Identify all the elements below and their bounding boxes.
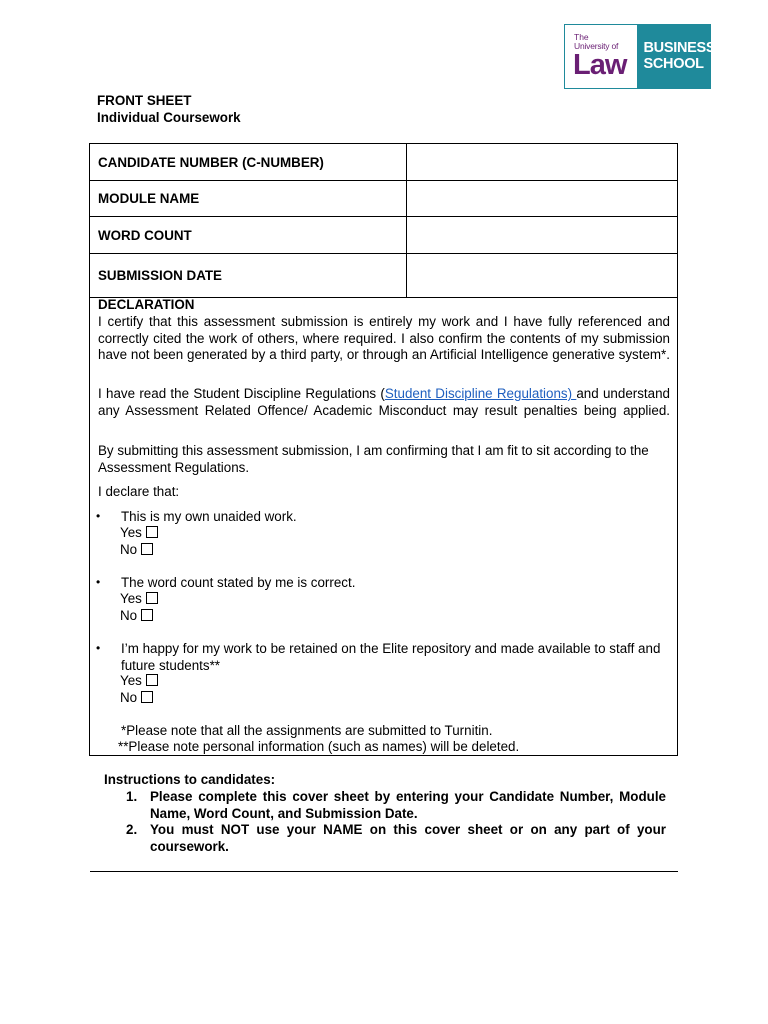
divider — [90, 871, 678, 872]
yes-label: Yes — [120, 673, 142, 688]
logo-law-panel — [564, 24, 638, 89]
logo-university-text: University of — [574, 41, 619, 51]
no-label: No — [120, 608, 138, 623]
field-label: SUBMISSION DATE — [90, 254, 407, 298]
student-discipline-regulations-link[interactable]: Student Discipline Regulations) — [384, 386, 577, 401]
yes-label: Yes — [120, 591, 142, 606]
table-row — [90, 254, 678, 298]
page-title: FRONT SHEET — [97, 93, 192, 108]
instructions-title: Instructions to candidates: — [104, 772, 276, 787]
declaration-section — [89, 297, 678, 756]
instruction-number: 2. — [126, 822, 138, 837]
candidate-info-table — [89, 143, 678, 298]
candidate-number-field[interactable] — [407, 144, 678, 181]
paragraph-text: I have read the Student Discipline Regulations ( — [98, 386, 385, 401]
page-subtitle: Individual Coursework — [97, 110, 241, 125]
no-checkbox[interactable] — [141, 691, 153, 703]
table-row — [90, 144, 678, 181]
bullet-icon: • — [96, 509, 101, 523]
bullet-icon: • — [96, 575, 101, 589]
turnitin-note: *Please note that all the assignments are submitted to Turnitin. — [121, 723, 493, 738]
no-option — [120, 608, 153, 625]
no-option — [120, 690, 153, 707]
no-label: No — [120, 690, 138, 705]
bullet-icon: • — [96, 641, 101, 655]
declaration-paragraph-3: By submitting this assessment submission, I am confirming that I am fit to sit according to the Assessment Regulations. — [98, 443, 649, 475]
logo-law-text: Law — [573, 49, 627, 81]
declaration-item-2: The word count stated by me is correct. — [121, 575, 356, 590]
yes-option — [120, 591, 158, 608]
no-checkbox[interactable] — [141, 543, 153, 555]
paragraph-text: and understand any Assessment Related Offence/ Academic Misconduct may result penalties being applied. — [98, 386, 670, 418]
declaration-item-3: I’m happy for my work to be retained on the Elite repository and made available to staff and future students** — [121, 641, 661, 673]
table-row — [90, 217, 678, 254]
word-count-field[interactable] — [407, 217, 678, 254]
instruction-item-2: You must NOT use your NAME on this cover sheet or on any part of your coursework. — [150, 822, 666, 854]
yes-label: Yes — [120, 525, 142, 540]
instruction-item-1: Please complete this cover sheet by entering your Candidate Number, Module Name, Word Count, and Submission Date. — [150, 789, 666, 821]
personal-info-note: **Please note personal information (such as names) will be deleted. — [118, 739, 520, 754]
logo-school-text: SCHOOL — [643, 56, 704, 72]
field-label: MODULE NAME — [90, 181, 407, 217]
declaration-paragraph-2 — [98, 386, 670, 419]
no-label: No — [120, 542, 138, 557]
field-label: CANDIDATE NUMBER (C-NUMBER) — [90, 144, 407, 181]
submission-date-field[interactable] — [407, 254, 678, 298]
declaration-title: DECLARATION — [98, 297, 195, 312]
logo-business-school-panel — [638, 24, 716, 89]
declaration-paragraph-4: I declare that: — [98, 484, 180, 499]
declaration-item-1: This is my own unaided work. — [121, 509, 297, 524]
yes-checkbox[interactable] — [146, 674, 158, 686]
yes-option — [120, 525, 158, 542]
no-option — [120, 542, 153, 559]
logo-business-text: BUSINESS — [643, 40, 716, 56]
university-logo — [564, 24, 716, 89]
yes-option — [120, 673, 158, 690]
logo-the-text: The — [574, 32, 589, 42]
table-row — [90, 181, 678, 217]
no-checkbox[interactable] — [141, 609, 153, 621]
instruction-number: 1. — [126, 789, 138, 804]
yes-checkbox[interactable] — [146, 526, 158, 538]
yes-checkbox[interactable] — [146, 592, 158, 604]
declaration-paragraph-1: I certify that this assessment submission is entirely my work and I have fully referenced and correctly cited the work of others, where required. I also confirm the contents of my submission have not been generated by a third party, or through an Artificial Intelligence generative system*. — [98, 314, 670, 362]
field-label: WORD COUNT — [90, 217, 407, 254]
module-name-field[interactable] — [407, 181, 678, 217]
